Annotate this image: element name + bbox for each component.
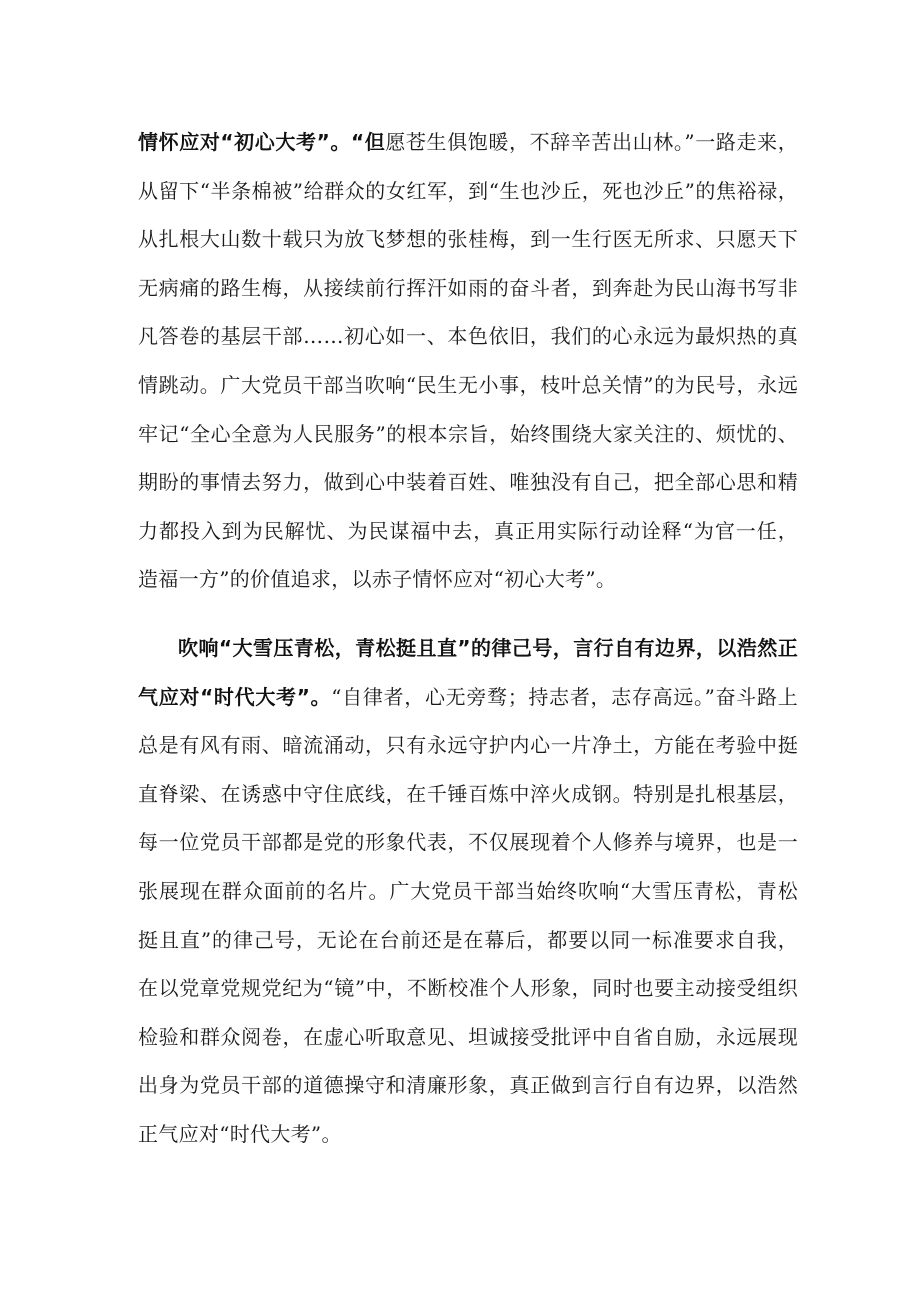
paragraph-1-bold-lead: 情怀应对“初心大考”。“但	[138, 130, 386, 154]
paragraph-1-text: 愿苍生俱饱暖，不辞辛苦出山林。”一路走来，从留下“半条棉被”给群众的女红军，到“生也沙丘，死也沙丘”的焦裕禄，从扎根大山数十载只为放飞梦想的张桂梅，到一生行医无所求、只愿天下无病痛的路生梅，从接续前行挥汗如雨的奋斗者，到奔赴为民山海书写非凡答卷的基层干部……初心如一、本色依旧，我们的心永远为最炽热的真情跳动。广大党员干部当吹响“民生无小事，枝叶总关情”的为民号，永远牢记“全心全意为人民服务”的根本宗旨，始终围绕大家关注的、烦忧的、期盼的事情去努力，做到心中装着百姓、唯独没有自己，把全部心思和精力都投入到为民解忧、为民谋福中去，真正用实际行动诠释“为官一任，造福一方”的价值追求，以赤子情怀应对“初心大考”。	[138, 130, 798, 592]
paragraph-2	[138, 624, 798, 1159]
paragraph-2-text: “自律者，心无旁骛；持志者，志存高远。”奋斗路上总是有风有雨、暗流涌动，只有永远守护内心一片净土，方能在考验中挺直脊梁、在诱惑中守住底线，在千锤百炼中淬火成钢。特别是扎根基层，每一位党员干部都是党的形象代表，不仅展现着个人修养与境界，也是一张展现在群众面前的名片。广大党员干部当始终吹响“大雪压青松，青松挺且直”的律己号，无论在台前还是在幕后，都要以同一标准要求自我，在以党章党规党纪为“镜”中，不断校准个人形象，同时也要主动接受组织检验和群众阅卷，在虚心听取意见、坦诚接受批评中自省自励，永远展现出身为党员干部的道德操守和清廉形象，真正做到言行自有边界，以浩然正气应对“时代大考”。	[138, 684, 798, 1146]
paragraph-2-bold-lead: 吹响“大雪压青松，青松挺且直”的律己号，言行自有边界，以浩然正气应对“时代大考”。	[138, 636, 798, 709]
paragraph-1	[138, 118, 798, 604]
